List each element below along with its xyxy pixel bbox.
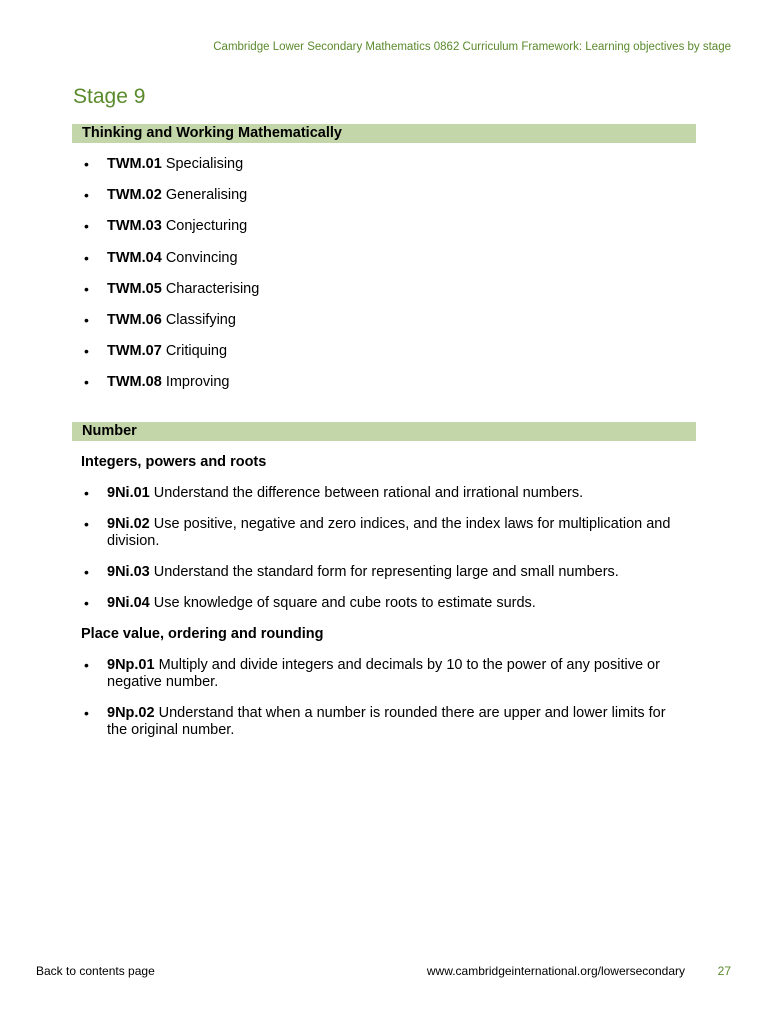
- objective-text: Multiply and divide integers and decimals by 10 to the power of any positive or negative number.: [107, 657, 660, 690]
- twm-list: [0, 154, 768, 404]
- bullet-icon: •: [84, 485, 89, 501]
- objective-text: Use knowledge of square and cube roots to estimate surds.: [153, 595, 536, 611]
- objective-text: Characterising: [165, 280, 260, 297]
- objective-text: Understand the difference between rational and irrational numbers.: [153, 485, 584, 501]
- stage-title: Stage 9: [73, 85, 146, 108]
- list-item: [0, 248, 768, 279]
- section-heading-number: Number: [72, 422, 696, 441]
- list-item: [0, 216, 768, 247]
- bullet-icon: •: [84, 187, 89, 204]
- bullet-icon: •: [84, 343, 89, 360]
- objective-text: Convincing: [165, 249, 238, 266]
- objective-code: 9Ni.03: [107, 564, 150, 580]
- list-item: [0, 372, 768, 403]
- bullet-icon: •: [84, 311, 89, 328]
- objective-code: TWM.04: [107, 249, 162, 266]
- objective-text: Understand that when a number is rounded there are upper and lower limits for the original number.: [107, 705, 666, 738]
- objective-code: TWM.08: [107, 374, 162, 391]
- bullet-icon: •: [84, 595, 89, 611]
- objective-code: 9Ni.01: [107, 485, 150, 501]
- objective-code: TWM.01: [107, 156, 162, 172]
- bullet-icon: •: [84, 516, 89, 532]
- objective-code: TWM.02: [107, 187, 162, 204]
- objective-text: Critiquing: [165, 343, 228, 360]
- bullet-icon: •: [84, 156, 89, 172]
- objective-text: Specialising: [165, 156, 244, 172]
- subheading-integers: Integers, powers and roots: [81, 454, 267, 470]
- objective-code: 9Np.02: [107, 705, 155, 721]
- list-item: [0, 279, 768, 310]
- section-heading-twm: Thinking and Working Mathematically: [72, 124, 696, 143]
- objective-code: 9Np.01: [107, 657, 155, 673]
- objective-code: TWM.03: [107, 218, 162, 235]
- back-to-contents-link[interactable]: Back to contents page: [36, 964, 155, 978]
- objective-text: Conjecturing: [165, 218, 248, 235]
- subheading-place-value: Place value, ordering and rounding: [81, 626, 324, 642]
- page-number: 27: [717, 964, 731, 978]
- objective-text: Understand the standard form for representing large and small numbers.: [153, 564, 619, 580]
- bullet-icon: •: [84, 705, 89, 721]
- objective-code: 9Ni.04: [107, 595, 150, 611]
- objective-text: Use positive, negative and zero indices, and the index laws for multiplication and division.: [107, 516, 671, 549]
- objective-text: Classifying: [165, 311, 236, 328]
- list-item: [0, 310, 768, 341]
- running-header: Cambridge Lower Secondary Mathematics 0862 Curriculum Framework: Learning objectives by stage: [213, 41, 731, 53]
- list-item: [0, 185, 768, 216]
- bullet-icon: •: [84, 249, 89, 266]
- objective-code: TWM.06: [107, 311, 162, 328]
- bullet-icon: •: [84, 280, 89, 297]
- footer-url[interactable]: www.cambridgeinternational.org/lowersecondary: [426, 964, 685, 978]
- objective-text: Improving: [165, 374, 230, 391]
- objective-code: TWM.05: [107, 280, 162, 297]
- list-item: [0, 154, 768, 185]
- objective-code: TWM.07: [107, 343, 162, 360]
- objective-text: Generalising: [165, 187, 248, 204]
- bullet-icon: •: [84, 218, 89, 235]
- bullet-icon: •: [84, 374, 89, 391]
- bullet-icon: •: [84, 564, 89, 580]
- bullet-icon: •: [84, 657, 89, 673]
- list-item: [0, 341, 768, 372]
- objective-code: 9Ni.02: [107, 516, 150, 532]
